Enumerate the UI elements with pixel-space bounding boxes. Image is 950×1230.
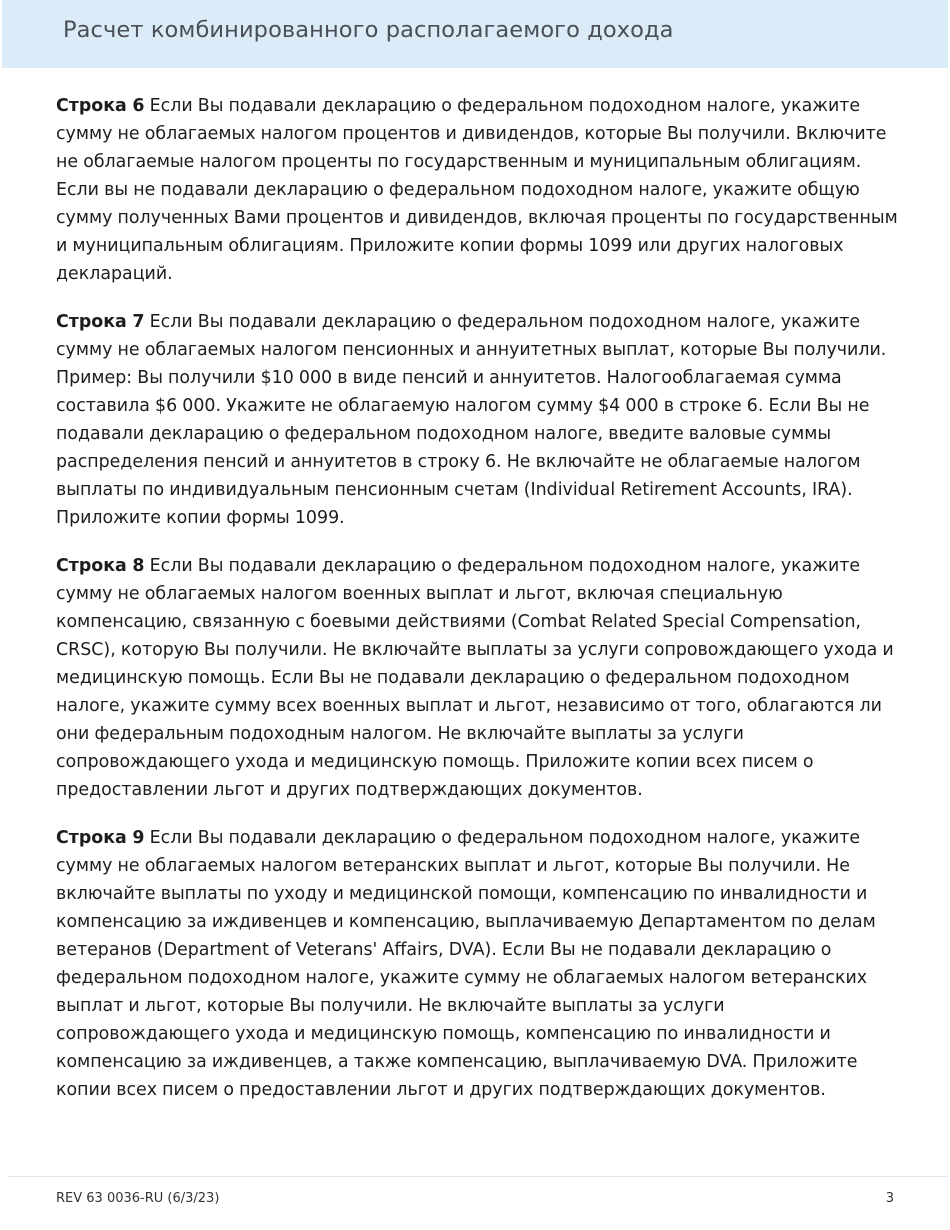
line-7-instruction — [56, 308, 900, 532]
line-9-label: Строка 9 — [56, 828, 145, 848]
line-8-instruction — [56, 552, 900, 804]
line-7-text: Если Вы подавали декларацию о федеральном подоходном налоге, укажите сумму не облагаемых налогом пенсионных и аннуитетных выплат, которые Вы получили. Пример: Вы получили $10 000 в виде пенсий и аннуитетов. Налогооблагаемая сумма составила $6 000. Укажите не облагаемую налогом сумму $4 000 в строке 6. Если Вы не подавали декларацию о федеральном подоходном налоге, введите валовые суммы распределения пенсий и аннуитетов в строку 6. Не включайте не облагаемые налогом выплаты по индивидуальным пенсионным счетам (Individual Retirement Accounts, IRA). Приложите копии формы 1099. — [56, 312, 887, 528]
line-8-label: Строка 8 — [56, 556, 145, 576]
page-number: 3 — [885, 1191, 894, 1206]
line-8-text: Если Вы подавали декларацию о федеральном подоходном налоге, укажите сумму не облагаемых налогом военных выплат и льгот, включая специальную компенсацию, связанную с боевыми действиями (Combat Related Special Compensation, CRSC), которую Вы получили. Не включайте выплаты за услуги сопровождающего ухода и медицинскую помощь. Если Вы не подавали декларацию о федеральном подоходном налоге, укажите сумму всех военных выплат и льгот, независимо от того, облагаются ли они федеральным подоходным налогом. Не включайте выплаты за услуги сопровождающего ухода и медицинскую помощь. Приложите копии всех писем о предоставлении льгот и других подтверждающих документов. — [56, 556, 894, 800]
line-7-label: Строка 7 — [56, 312, 145, 332]
instructions-body — [56, 92, 900, 1124]
page-title: Расчет комбинированного располагаемого дохода — [63, 17, 674, 43]
page-header — [2, 0, 948, 68]
line-6-text: Если Вы подавали декларацию о федеральном подоходном налоге, укажите сумму не облагаемых налогом процентов и дивидендов, которые Вы получили. Включите не облагаемые налогом проценты по государственным и муниципальным облигациям. Если вы не подавали декларацию о федеральном подоходном налоге, укажите общую сумму полученных Вами процентов и дивидендов, включая проценты по государственным и муниципальным облигациям. Приложите копии формы 1099 или других налоговых деклараций. — [56, 96, 898, 284]
line-9-instruction — [56, 824, 900, 1104]
form-id: REV 63 0036-RU (6/3/23) — [56, 1191, 220, 1206]
line-9-text: Если Вы подавали декларацию о федеральном подоходном налоге, укажите сумму не облагаемых налогом ветеранских выплат и льгот, которые Вы получили. Не включайте выплаты по уходу и медицинской помощи, компенсацию по инвалидности и компенсацию за иждивенцев и компенсацию, выплачиваемую Департаментом по делам ветеранов (Department of Veterans' Affairs, DVA). Если Вы не подавали декларацию о федеральном подоходном налоге, укажите сумму не облагаемых налогом ветеранских выплат и льгот, которые Вы получили. Не включайте выплаты за услуги сопровождающего ухода и медицинскую помощь, компенсацию по инвалидности и компенсацию за иждивенцев, а также компенсацию, выплачиваемую DVA. Приложите копии всех писем о предоставлении льгот и других подтверждающих документов. — [56, 828, 876, 1100]
line-6-instruction — [56, 92, 900, 288]
line-6-label: Строка 6 — [56, 96, 145, 116]
footer-divider — [8, 1176, 948, 1177]
